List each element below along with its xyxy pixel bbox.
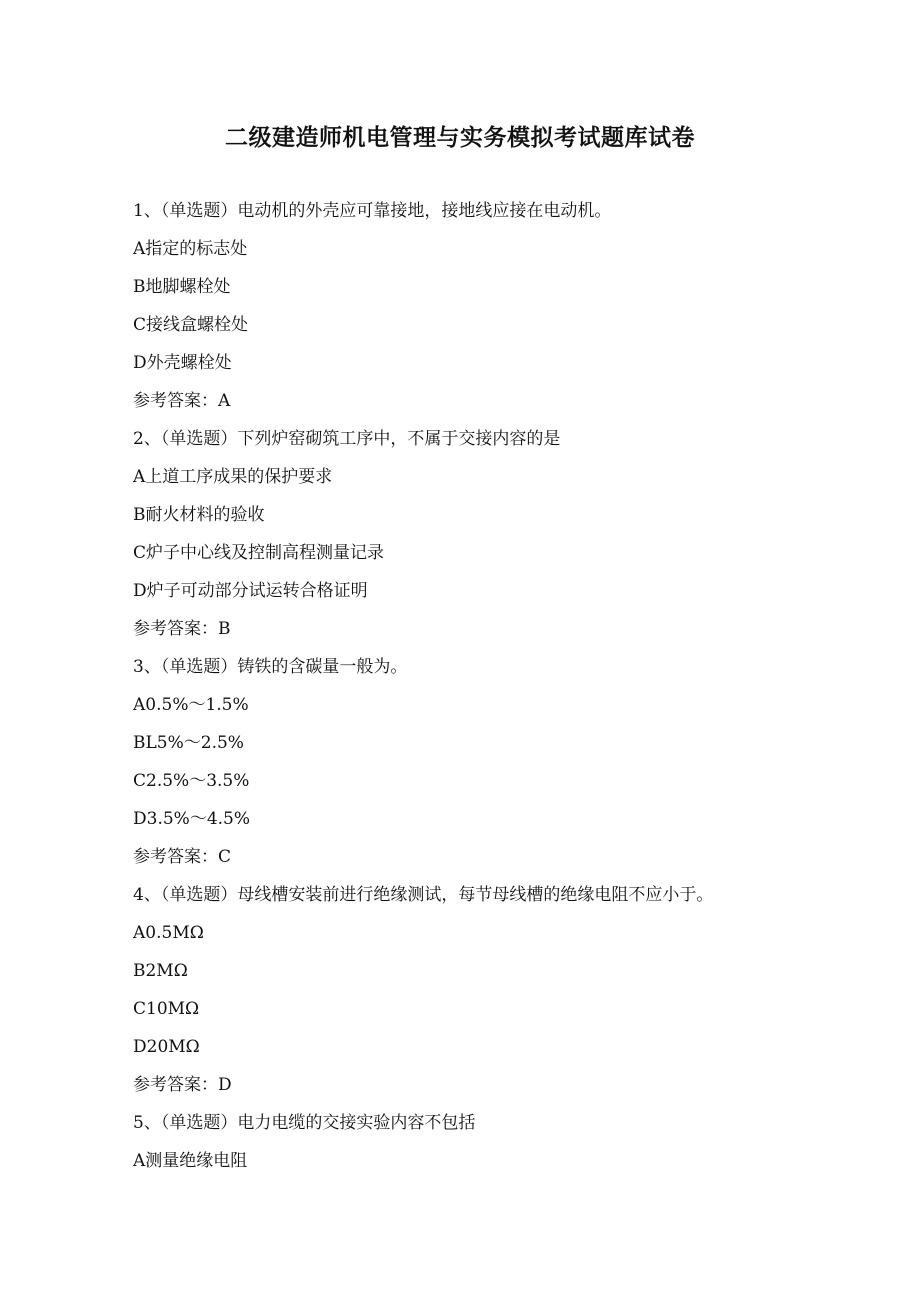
answer-text: 参考答案：D	[133, 1075, 232, 1095]
answer-text: 参考答案：C	[133, 847, 232, 867]
option-c: C10MΩ	[133, 999, 200, 1019]
option-b: BL5%～2.5%	[133, 733, 244, 753]
document-title: 二级建造师机电管理与实务模拟考试题库试卷	[225, 125, 695, 151]
option-d: D外壳螺栓处	[133, 353, 232, 373]
option-c: C炉子中心线及控制高程测量记录	[133, 543, 385, 563]
option-a: A指定的标志处	[133, 239, 248, 259]
option-a: A0.5MΩ	[133, 923, 204, 943]
option-d: D20MΩ	[133, 1037, 200, 1057]
option-b: B耐火材料的验收	[133, 505, 265, 525]
option-b: B2MΩ	[133, 961, 188, 981]
question-stem: 2、（单选题）下列炉窑砌筑工序中，不属于交接内容的是	[133, 429, 561, 449]
answer-text: 参考答案：B	[133, 619, 231, 639]
question-stem: 3、（单选题）铸铁的含碳量一般为。	[133, 657, 408, 677]
question-stem: 1、（单选题）电动机的外壳应可靠接地，接地线应接在电动机。	[133, 201, 612, 221]
option-a: A上道工序成果的保护要求	[133, 467, 333, 487]
option-d: D3.5%～4.5%	[133, 809, 251, 829]
option-c: C接线盒螺栓处	[133, 315, 249, 335]
question-list	[133, 192, 853, 1180]
answer-text: 参考答案：A	[133, 391, 231, 411]
option-c: C2.5%～3.5%	[133, 771, 250, 791]
option-a: A0.5%～1.5%	[133, 695, 249, 715]
question-stem: 5、（单选题）电力电缆的交接实验内容不包括	[133, 1113, 476, 1133]
question-stem: 4、（单选题）母线槽安装前进行绝缘测试，每节母线槽的绝缘电阻不应小于。	[133, 885, 714, 905]
option-b: B地脚螺栓处	[133, 277, 231, 297]
option-d: D炉子可动部分试运转合格证明	[133, 581, 368, 601]
option-a: A测量绝缘电阻	[133, 1151, 248, 1171]
